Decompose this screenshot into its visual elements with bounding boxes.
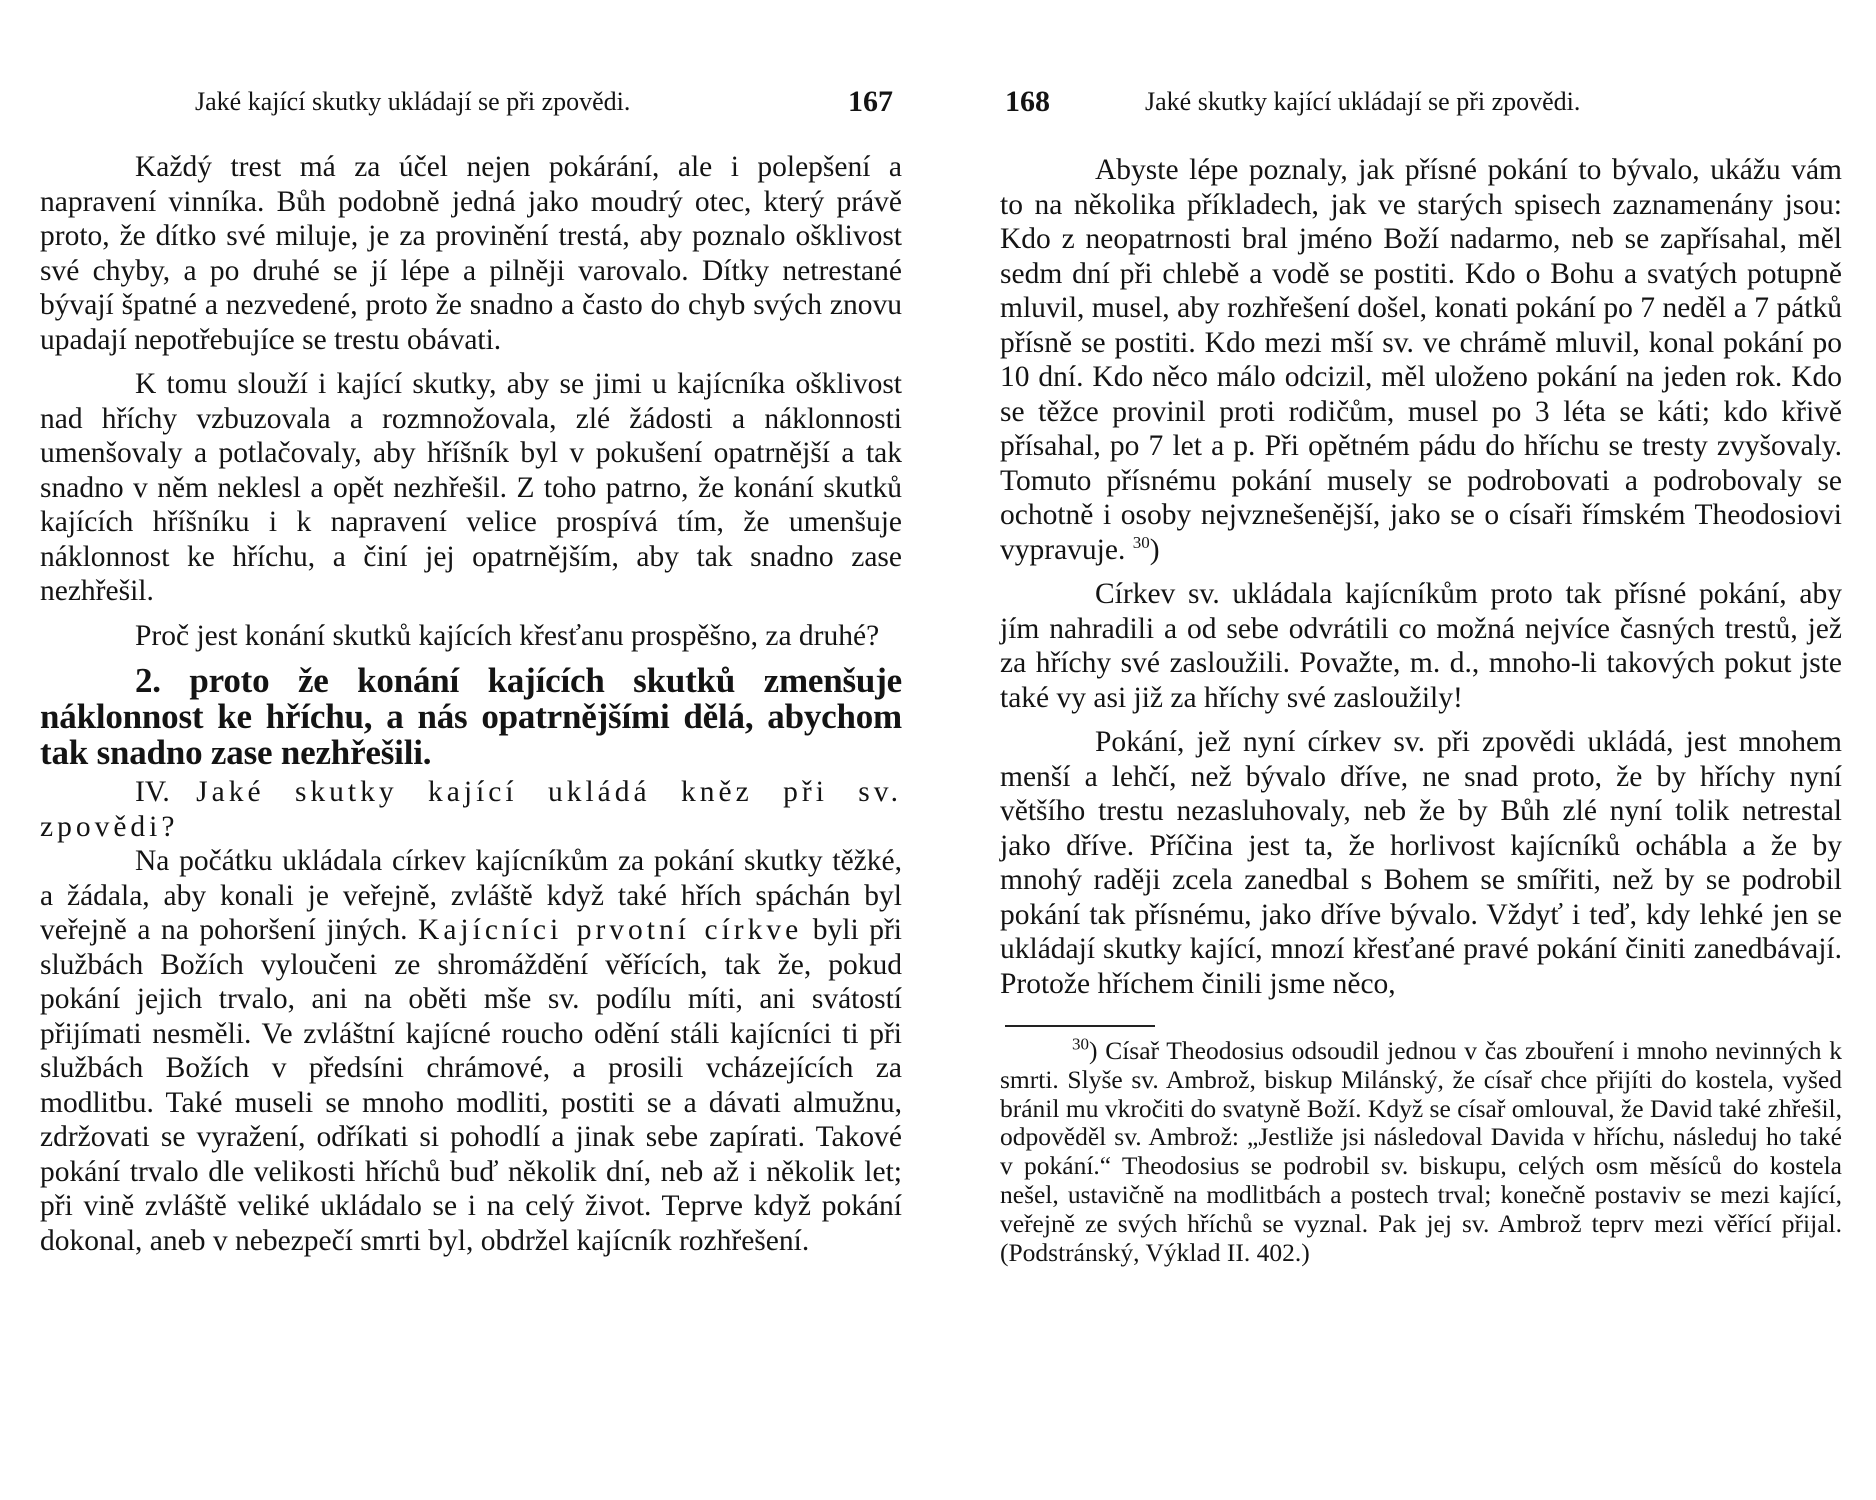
left-paragraph-3-part-1: Na počátku ukládala církev kajícníkům za pokání skutky těžké, a žádala, aby konali je veřejně, zvláště když také hřích spáchán byl veřejně a na pohoršení jiných. [40, 845, 902, 946]
right-running-title: Jaké skutky kající ukládají se při zpovědi. [1145, 87, 1581, 116]
right-page-body [1000, 153, 1842, 1267]
footnote [1000, 1034, 1842, 1267]
footnote-divider [1005, 1025, 1155, 1027]
right-running-head [1000, 82, 1850, 122]
right-paragraph-1 [1000, 153, 1842, 567]
footnote-text: Císař Theodosius odsoudil jednou v čas zbouření i mnoho nevinných k smrti. Slyše sv. Ambrož, biskup Milánský, že císař chce přijíti do kostela, vyšed bránil mu vkročiti do svatyně Boží. Když se císař omlouval, že David také zhřešil, odpověděl sv. Ambrož: „Jestliže jsi následoval Davida v hříchu, následuj ho také v pokání.“ Theodosius se podrobil sv. biskupu, celých osm měsíců do kostela nešel, ustavičně na modlitbách a postech trval; konečně postaviv se mezi kající, veřejně ze svých hříchů se vyznal. Pak jej sv. Ambrož teprv mezi věřící přijal. (Podstránský, Výklad II. 402.) [1000, 1036, 1842, 1267]
left-paragraph-3-part-2: byli při službách Božích vyloučeni ze shromáždění věřících, tak že, pokud pokání jejich trvalo, ani na oběti mše sv. podílu míti, ani svátostí přijímati nesměli. Ve zvláštní kajícné roucho odění stáli kajícníci ti při službách Božích v předsíni chrámové, a prosili vcházejících za modlitbu. Také museli se mnoho modliti, postiti se a dávati almužnu, zdržovati se vyražení, odříkati si pohodlí a jinak sebe zapírati. Takové pokání trvalo dle velikosti hříchů buď několik dní, neb až i několik let; při vině zvláště veliké ukládalo se i na celý život. Teprve když pokání dokonal, aneb v nebezpečí smrti byl, obdržel kajícník rozhřešení. [40, 914, 903, 1257]
left-page-number: 167 [848, 85, 893, 118]
left-paragraph-3 [40, 844, 902, 1258]
left-question-2-text: Jaké skutky kající ukládá kněz při sv. zpovědi? [40, 776, 903, 843]
left-question-1: Proč jest konání skutků kajících křesťanu prospěšno, za druhé? [135, 619, 880, 652]
footnote-mark: 30 [1072, 1034, 1089, 1054]
footnote-reference-close: ) [1149, 533, 1160, 566]
left-paragraph-3-spaced: Kajícníci prvotní církve [418, 914, 803, 946]
left-paragraph-2: K tomu slouží i kající skutky, aby se jimi u kajícníka ošklivost nad hříchy vzbuzovala a rozmnožovala, zlé žádosti a náklonnosti umenšovaly a potlačovaly, aby hříšník byl v pokušení opatrnější a tak snadno v něm neklesl a opět nezhřešil. Z toho patrno, že konání skutků kajících hříšníku i k napravení velice prospívá tím, že umenšuje náklonnost ke hříchu, a činí jej opatrnějším, aby tak snadno zase nezhřešil. [40, 368, 902, 607]
left-paragraph-1: Každý trest má za účel nejen pokárání, ale i polepšení a napravení vinníka. Bůh podobně jedná jako moudrý otec, který právě proto, že dítko své miluje, je za provinění trestá, aby poznalo ošklivost své chyby, a po druhé se jí lépe a pilněji varovalo. Dítky netrestané bývají špatné a nezvedené, proto že snadno a často do chyb svých znovu upadají nepotřebujíce se trestu obávati. [40, 151, 902, 356]
left-question-2 [40, 775, 902, 844]
left-running-head [40, 82, 910, 122]
right-paragraph-3: Pokání, jež nyní církev sv. při zpovědi ukládá, jest mnohem menší a lehčí, než bývalo dříve, ne snad proto, že by hříchy nyní většího trestu nezasluhovaly, neb že by Bůh zlé nyní tolik netrestal jako dříve. Příčina jest ta, že horlivost kajícníků ochábla a že by mnohý raději zcela zanedbal s Bohem se smířiti, než by se podrobil pokání tak přísnému, jako dříve bývalo. Vždyť i teď, kdy lehké jen se ukládají skutky kající, mnozí křesťané pravé pokání činiti zanedbávají. Protože hříchem činili jsme něco, [1000, 726, 1842, 1000]
left-page [40, 0, 910, 1500]
footnote-mark-close: ) [1089, 1036, 1098, 1065]
footnote-reference: 30 [1132, 532, 1150, 552]
left-page-body [40, 150, 902, 1258]
right-paragraph-1-text: Abyste lépe poznaly, jak přísné pokání to bývalo, ukážu vám to na několika příkladech, jak ve starých spisech zaznamenány jsou: Kdo z neopatrnosti bral jméno Boží nadarmo, neb se zapřísahal, měl sedm dní při chlebě a vodě se postiti. Kdo o Bohu a svatých potupně mluvil, musel, aby rozhřešení došel, konati pokání po 7 neděl a 7 pátků přísně se postiti. Kdo mezi mší sv. ve chrámě mluvil, konal pokání po 10 dní. Kdo něco málo odcizil, měl uloženo pokání na jeden rok. Kdo se těžce provinil proti rodičům, musel po 3 léta se káti; kdo křivě přísahal, po 7 let a p. Při opětném pádu do hříchu se tresty zvyšovaly. Tomuto přísnému pokání musely se podrobovati a podrobovaly se ochotně i osoby nejvznešenější, jako se o císaři římském Theodosiovi vypravuje. [1000, 154, 1842, 566]
left-bold-heading: 2. proto že konání kajících skutků zmenšuje náklonnost ke hříchu, a nás opatrnějšími dělá, abychom tak snadno zase nezhřešili. [40, 661, 902, 772]
right-paragraph-2: Církev sv. ukládala kajícníkům proto tak přísné pokání, aby jím nahradili a od sebe odvrátili co možná nejvíce časných trestů, jež za hříchy své zasloužili. Považte, m. d., mnoho-li takových pokut jste také vy asi již za hříchy své zasloužily! [1000, 578, 1842, 714]
right-page [1000, 0, 1850, 1500]
right-page-number: 168 [1005, 85, 1050, 118]
left-running-title: Jaké kající skutky ukládají se při zpovědi. [195, 87, 631, 116]
left-question-2-number: IV. [135, 776, 170, 808]
